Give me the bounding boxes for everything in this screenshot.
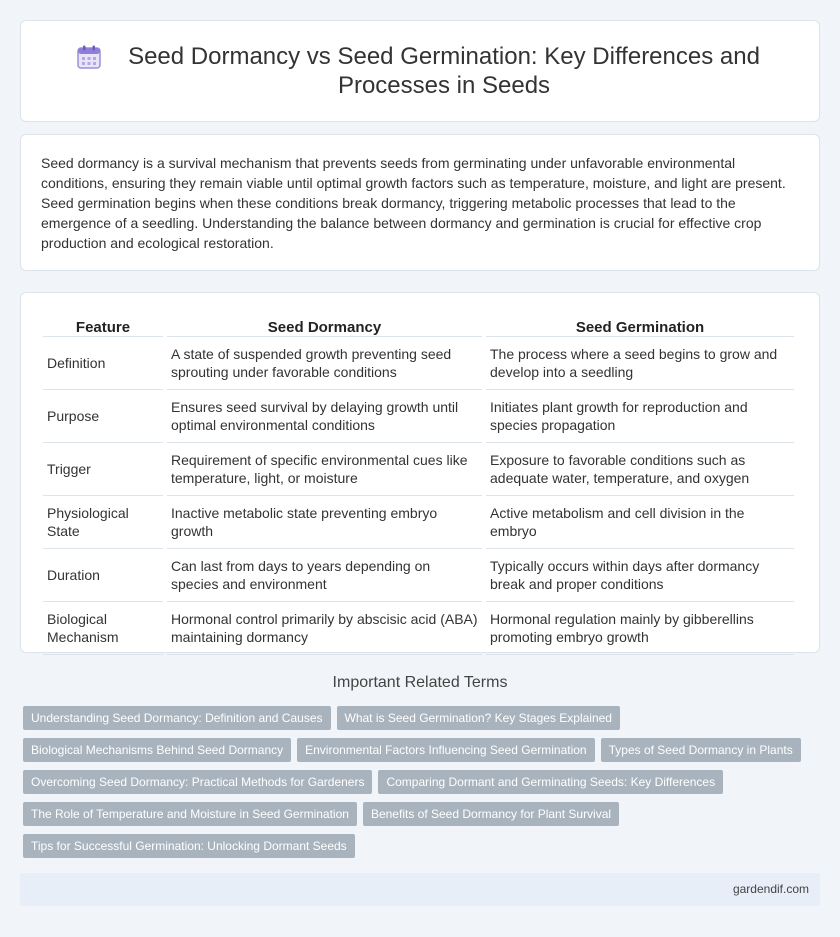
- header-seed-dormancy: Seed Dormancy: [167, 317, 482, 337]
- table-row: [43, 604, 794, 655]
- related-term-tag[interactable]: Overcoming Seed Dormancy: Practical Methods for Gardeners: [23, 770, 372, 794]
- germination-cell: Hormonal regulation mainly by gibberellins promoting embryo growth: [486, 604, 794, 655]
- feature-cell: Trigger: [43, 445, 163, 496]
- related-terms-list: [23, 706, 813, 866]
- dormancy-cell: Hormonal control primarily by abscisic acid (ABA) maintaining dormancy: [167, 604, 482, 655]
- feature-cell: Duration: [43, 551, 163, 602]
- germination-cell: Active metabolism and cell division in the embryo: [486, 498, 794, 549]
- table-row: [43, 445, 794, 496]
- related-term-tag[interactable]: Types of Seed Dormancy in Plants: [601, 738, 801, 762]
- footer-site-link[interactable]: gardendif.com: [732, 882, 809, 896]
- table-header-row: [43, 317, 794, 337]
- header-seed-germination: Seed Germination: [486, 317, 794, 337]
- related-term-tag[interactable]: The Role of Temperature and Moisture in Seed Germination: [23, 802, 357, 826]
- related-term-tag[interactable]: Comparing Dormant and Germinating Seeds: Key Differences: [378, 770, 723, 794]
- dormancy-cell: Can last from days to years depending on species and environment: [167, 551, 482, 602]
- intro-paragraph: Seed dormancy is a survival mechanism that prevents seeds from germinating under unfavorable environmental conditions, ensuring they remain viable until optimal growth factors such as temperature, moisture, and light are present. Seed germination begins when these conditions break dormancy, triggering metabolic processes that lead to the emergence of a seedling. Understanding the balance between dormancy and germination is crucial for effective crop production and ecological restoration.: [41, 155, 786, 251]
- dormancy-cell: Inactive metabolic state preventing embryo growth: [167, 498, 482, 549]
- title-card: [20, 20, 820, 122]
- feature-cell: Biological Mechanism: [43, 604, 163, 655]
- comparison-table-card: [20, 292, 820, 653]
- related-term-tag[interactable]: Tips for Successful Germination: Unlocking Dormant Seeds: [23, 834, 355, 858]
- germination-cell: Initiates plant growth for reproduction and species propagation: [486, 392, 794, 443]
- table-row: [43, 392, 794, 443]
- page-title: Seed Dormancy vs Seed Germination: Key Differences and Processes in Seeds: [128, 43, 760, 99]
- feature-cell: Purpose: [43, 392, 163, 443]
- related-term-tag[interactable]: Biological Mechanisms Behind Seed Dormancy: [23, 738, 291, 762]
- header-feature: Feature: [43, 317, 163, 337]
- related-term-tag[interactable]: Benefits of Seed Dormancy for Plant Survival: [363, 802, 619, 826]
- dormancy-cell: A state of suspended growth preventing seed sprouting under favorable conditions: [167, 339, 482, 390]
- related-terms-title: Important Related Terms: [332, 674, 508, 691]
- related-term-tag[interactable]: What is Seed Germination? Key Stages Explained: [337, 706, 620, 730]
- germination-cell: Typically occurs within days after dormancy break and proper conditions: [486, 551, 794, 602]
- table-row: [43, 339, 794, 390]
- footer: [20, 873, 820, 906]
- comparison-table: [39, 315, 798, 657]
- feature-cell: Definition: [43, 339, 163, 390]
- dormancy-cell: Ensures seed survival by delaying growth until optimal environmental conditions: [167, 392, 482, 443]
- feature-cell: Physiological State: [43, 498, 163, 549]
- germination-cell: The process where a seed begins to grow and develop into a seedling: [486, 339, 794, 390]
- related-term-tag[interactable]: Environmental Factors Influencing Seed Germination: [297, 738, 594, 762]
- table-row: [43, 498, 794, 549]
- related-term-tag[interactable]: Understanding Seed Dormancy: Definition and Causes: [23, 706, 331, 730]
- table-row: [43, 551, 794, 602]
- intro-card: [20, 134, 820, 271]
- germination-cell: Exposure to favorable conditions such as adequate water, temperature, and oxygen: [486, 445, 794, 496]
- dormancy-cell: Requirement of specific environmental cues like temperature, light, or moisture: [167, 445, 482, 496]
- calendar-icon: [76, 44, 102, 70]
